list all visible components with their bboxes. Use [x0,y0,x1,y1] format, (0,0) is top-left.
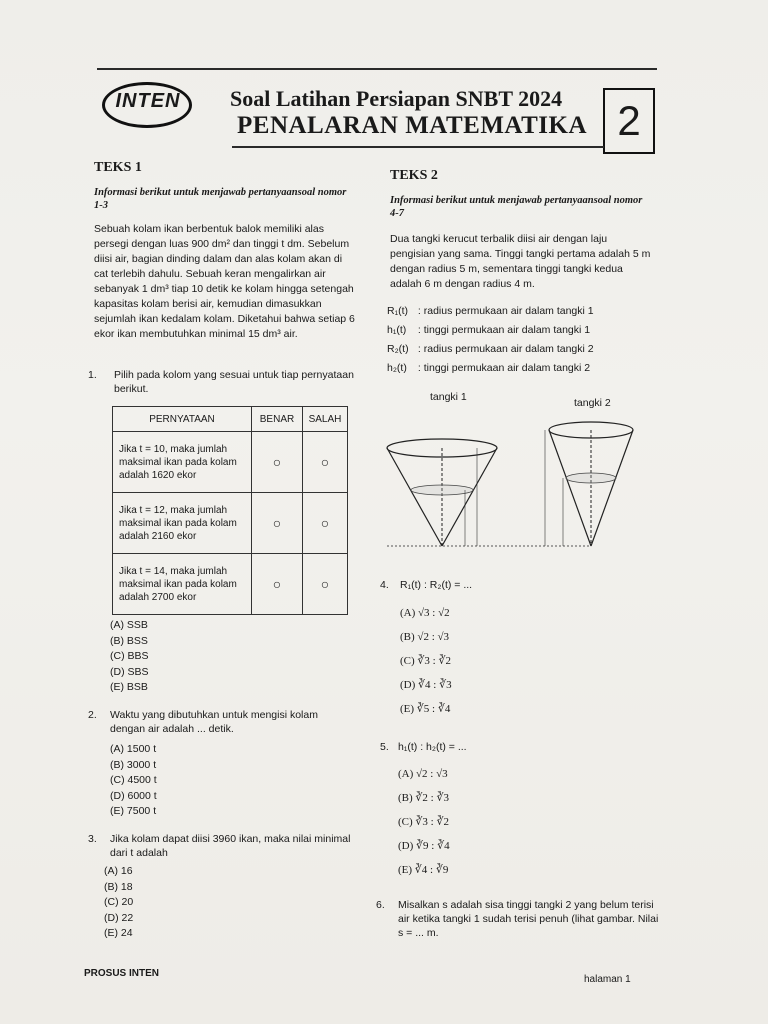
tank1-label: tangki 1 [430,391,467,403]
tank2-right-edge [591,430,633,546]
def-r1 [387,302,594,321]
page-number-box [603,88,655,154]
teks2-title: TEKS 2 [390,168,438,183]
def-text: : radius permukaan air dalam tangki 2 [417,343,594,355]
tank2-water-surface [566,473,616,483]
option-c[interactable]: (C) 4500 t [110,774,157,786]
def-h2 [387,359,594,378]
header-pernyataan: PERNYATAAN [113,407,252,432]
option-c[interactable]: (C) ∛3 : ∛2 [400,655,451,667]
benar-radio[interactable]: ○ [252,493,303,554]
option-b[interactable]: (B) √2 : √3 [400,631,450,643]
statement-table [112,406,348,615]
option-a[interactable]: (A) SSB [110,619,148,631]
option-b[interactable]: (B) 3000 t [110,758,157,771]
q3-options [104,864,133,942]
cones-diagram [385,418,635,568]
option-e[interactable]: (E) 7500 t [110,805,157,817]
option-c[interactable]: (C) ∛3 : ∛2 [398,816,449,828]
q4-options [400,601,452,721]
table-row [113,432,348,493]
def-symbol: R₂(t) [387,343,409,355]
tank1-water-surface [411,485,473,495]
definitions [387,302,594,378]
option-d[interactable]: (D) 6000 t [110,789,157,802]
table-row [113,493,348,554]
salah-radio[interactable]: ○ [303,432,348,493]
option-b[interactable]: (B) ∛2 : ∛3 [398,792,449,804]
option-a[interactable]: (A) √2 : √3 [398,768,448,780]
def-text: : tinggi permukaan air dalam tangki 1 [417,324,591,336]
teks2-info: Informasi berikut untuk menjawab pertanyaansoal nomor 4-7 [390,195,643,219]
teks1-info: Informasi berikut untuk menjawab pertanyaansoal nomor 1-3 [94,187,347,211]
statement-cell: Jika t = 10, maka jumlah maksimal ikan pada kolam adalah 1620 ekor [113,432,252,493]
option-c[interactable]: (C) 20 [104,896,134,908]
option-d[interactable]: (D) ∛4 : ∛3 [400,679,452,691]
option-e[interactable]: (E) ∛5 : ∛4 [400,703,451,715]
option-d[interactable]: (D) ∛9 : ∛4 [398,840,450,852]
q4-text: R₁(t) : R₂(t) = ... [400,579,473,591]
option-e[interactable]: (E) 24 [104,927,133,939]
footer-brand: PROSUS INTEN [84,968,160,979]
tank2-label: tangki 2 [574,397,611,409]
q5-options [398,762,450,882]
statement-cell: Jika t = 14, maka jumlah maksimal ikan pada kolam adalah 2700 ekor [113,554,252,615]
teks1-paragraph: Sebuah kolam ikan berbentuk balok memiliki alas persegi dengan luas 900 dm² dan tinggi t dm. Sebelum diisi air, bagian dinding dalam dan alas kolam akan di cat terlebih dahulu. Sebuah keran mengalirkan air sebanyak 1 dm³ tiap 10 detik ke kolam hingga setengah kapasitas kolam berisi air, kemudian dimasukkan sejumlah ikan kedalam kolam. Diketahui bahwa setiap 6 ekor ikan membutuhkan minimal 15 dm³ air. [94,223,355,340]
tank1-left-edge [387,448,442,546]
q3-text: Jika kolam dapat diisi 3960 ikan, maka nilai minimal dari t adalah [110,833,351,859]
def-symbol: h₂(t) [387,362,407,374]
teks1-title: TEKS 1 [94,160,142,175]
option-c[interactable]: (C) BBS [110,650,149,662]
header-benar: BENAR [252,407,303,432]
q3-number: 3. [88,833,97,845]
option-e[interactable]: (E) ∛4 : ∛9 [398,864,449,876]
q6-text: Misalkan s adalah sisa tinggi tangki 2 yang belum terisi air ketika tangki 1 sudah terisi penuh (lihat gambar. Nilai s = ... m. [398,899,659,939]
q4-number: 4. [380,579,389,591]
header-subtitle: PENALARAN MATEMATIKA [237,112,588,139]
header-title: Soal Latihan Persiapan SNBT 2024 [230,86,563,111]
header-rule [232,146,604,148]
page-number: 2 [617,97,641,144]
def-text: : tinggi permukaan air dalam tangki 2 [417,362,591,374]
option-b[interactable]: (B) 18 [104,880,133,893]
q5-number: 5. [380,741,389,753]
teks2-paragraph: Dua tangki kerucut terbalik diisi air dengan laju pengisian yang sama. Tinggi tangki pertama adalah 5 m dengan radius 5 m, sementara tinggi tangki kedua adalah 6 m dengan radius 4 m. [390,233,651,290]
benar-radio[interactable]: ○ [252,432,303,493]
option-a[interactable]: (A) 16 [104,865,133,877]
q2-text: Waktu yang dibutuhkan untuk mengisi kolam dengan air adalah ... detik. [110,709,318,735]
tank1-right-edge [442,448,497,546]
top-rule [97,68,657,70]
q1-options [110,618,149,696]
salah-radio[interactable]: ○ [303,554,348,615]
def-symbol: R₁(t) [387,305,409,317]
logo-text: INTEN [115,90,181,112]
q2-number: 2. [88,709,97,721]
table-row [113,554,348,615]
def-text: : radius permukaan air dalam tangki 1 [417,305,594,317]
table-header-row [113,407,348,432]
option-a[interactable]: (A) 1500 t [110,743,157,755]
q5-text: h₁(t) : h₂(t) = ... [398,741,467,753]
option-d[interactable]: (D) 22 [104,911,134,924]
def-h1 [387,321,594,340]
option-e[interactable]: (E) BSB [110,681,148,693]
q1-number: 1. [88,369,97,381]
q1-text: Pilih pada kolom yang sesuai untuk tiap pernyataan berikut. [114,369,354,395]
header-salah: SALAH [303,407,348,432]
option-a[interactable]: (A) √3 : √2 [400,607,450,619]
statement-cell: Jika t = 12, maka jumlah maksimal ikan pada kolam adalah 2160 ekor [113,493,252,554]
benar-radio[interactable]: ○ [252,554,303,615]
def-r2 [387,340,594,359]
def-symbol: h₁(t) [387,324,407,336]
q6-number: 6. [376,899,385,911]
option-b[interactable]: (B) BSS [110,634,148,647]
option-d[interactable]: (D) SBS [110,665,149,678]
q2-options [110,742,157,820]
salah-radio[interactable]: ○ [303,493,348,554]
tank2-left-edge [549,430,591,546]
footer-page: halaman 1 [584,974,631,985]
